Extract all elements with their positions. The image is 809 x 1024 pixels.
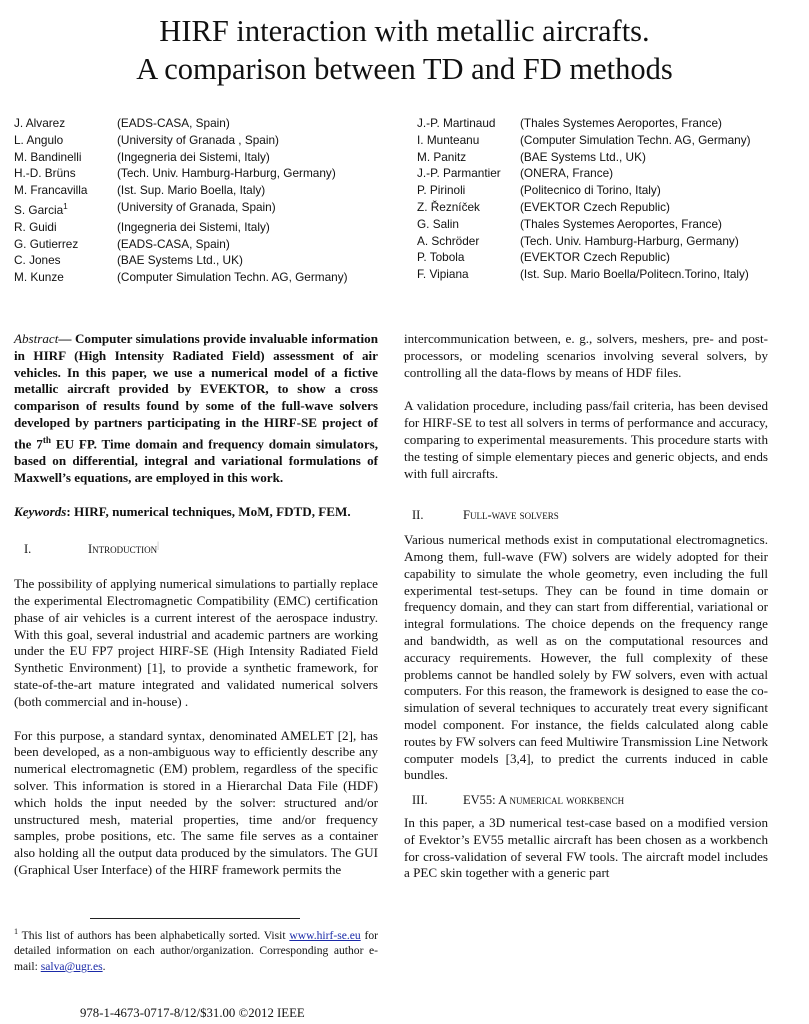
author-row xyxy=(417,266,802,283)
author-affiliation: (BAE Systems Ltd., UK) xyxy=(117,253,243,268)
author-name: M. Kunze xyxy=(14,270,64,285)
author-name: G. Gutierrez xyxy=(14,236,79,251)
abstract xyxy=(14,331,378,487)
abstract-label: Abstract xyxy=(14,331,59,346)
author-affiliation: (University of Granada , Spain) xyxy=(117,132,279,147)
intro-paragraph-3: intercommunication between, e. g., solvers, meshers, pre- and post-processors, or modeling scenarios involving several solvers, by controlling all the data-flows by means of HDF files. xyxy=(404,331,768,380)
author-row xyxy=(417,233,802,250)
author-affiliation: (EVEKTOR Czech Republic) xyxy=(520,250,670,265)
author-affiliation: (Ingegneria dei Sistemi, Italy) xyxy=(117,149,270,164)
author-affiliation: (ONERA, France) xyxy=(520,166,614,181)
author-name: G. Salin xyxy=(417,216,459,231)
footnote-text: for detailed information on each author/organization. Corresponding author e-mail: xyxy=(14,928,378,973)
footnote xyxy=(14,924,378,974)
section-title: Full-wave solvers xyxy=(463,508,559,523)
section-heading-full-wave-solvers xyxy=(404,507,768,524)
section-heading-ev55 xyxy=(404,792,768,809)
section-marker: | xyxy=(157,540,159,551)
author-row xyxy=(14,219,394,236)
hirf-se-link[interactable]: www.hirf-se.eu xyxy=(289,928,361,942)
author-affiliation: (Thales Systemes Aeroportes, France) xyxy=(520,116,722,130)
footnote-text: This list of authors has been alphabetically sorted. Visit xyxy=(18,928,290,942)
author-affiliation: (Thales Systemes Aeroportes, France) xyxy=(520,216,722,231)
author-name: L. Angulo xyxy=(14,132,64,147)
author-list-left xyxy=(14,115,394,286)
author-affiliation: (Tech. Univ. Hamburg-Harburg, Germany) xyxy=(520,233,739,248)
author-row xyxy=(14,149,394,166)
author-name: J.-P. Parmantier xyxy=(417,166,501,181)
author-affiliation: (Ingegneria dei Sistemi, Italy) xyxy=(117,219,270,234)
author-name: J.-P. Martinaud xyxy=(417,116,496,130)
section-title: Introduction xyxy=(88,542,158,557)
author-row xyxy=(417,249,802,266)
author-row xyxy=(417,216,802,233)
author-affiliation: (Politecnico di Torino, Italy) xyxy=(520,183,661,198)
title-line-1: HIRF interaction with metallic aircrafts. xyxy=(159,14,650,48)
abstract-dash: — xyxy=(58,331,75,346)
right-column xyxy=(404,331,768,899)
author-name: Z. Řezníček xyxy=(417,199,480,214)
author-row xyxy=(417,132,802,149)
author-name: P. Pirinoli xyxy=(417,183,466,198)
ev55-paragraph: In this paper, a 3D numerical test-case based on a modified version of Evektor’s EV55 metallic aircraft has been chosen as a workbench for cross-validation of several FW tools. The aircraft model includes a PEC skin together with a generic part xyxy=(404,814,768,881)
author-affiliation: (EVEKTOR Czech Republic) xyxy=(520,199,670,214)
keywords-label: Keywords xyxy=(14,503,67,519)
author-name: P. Tobola xyxy=(417,250,465,265)
author-row xyxy=(417,182,802,199)
author-row xyxy=(417,199,802,216)
footnote-marker: 1 xyxy=(14,927,19,936)
copyright-footer: 978-1-4673-0717-8/12/$31.00 ©2012 IEEE xyxy=(80,1006,305,1020)
keywords xyxy=(14,504,378,521)
author-affiliation: (University of Granada, Spain) xyxy=(117,199,276,214)
author-affiliation: (Computer Simulation Techn. AG, Germany) xyxy=(520,132,751,147)
author-row xyxy=(14,199,394,219)
author-row xyxy=(417,115,802,132)
section-number: II. xyxy=(412,508,424,523)
author-name: S. Garcia xyxy=(14,202,64,217)
section-heading-introduction xyxy=(14,537,378,558)
section-number: I. xyxy=(24,542,32,557)
abstract-text: Computer simulations provide invaluable information in HIRF (High Intensity Radiated Field) assessment of air vehicles. In this paper, we use a numerical model of a fictive metallic aircraft provided by EVEKTOR, to show a cross comparison of results found by some of the full-wave solvers developed by partners participating in the HIRF-SE project of the 7 xyxy=(14,331,378,452)
author-affiliation: (EADS-CASA, Spain) xyxy=(117,236,230,251)
footnote-marker: 1 xyxy=(63,201,68,211)
keywords-text: : HIRF, numerical techniques, MoM, FDTD, FEM. xyxy=(66,503,351,519)
author-name: A. Schröder xyxy=(417,233,480,248)
author-row xyxy=(14,182,394,199)
author-row xyxy=(14,132,394,149)
section-number: III. xyxy=(412,793,428,808)
author-name: H.-D. Brüns xyxy=(14,166,76,181)
section-title: EV55: A numerical workbench xyxy=(463,793,625,808)
intro-paragraph-4: A validation procedure, including pass/fail criteria, has been devised for HIRF-SE to test all solvers in terms of performance and accuracy, comparing to experimental measurements. This procedure starts with the testing of simple elementary pieces and generic objects, and ends with full aircrafts. xyxy=(404,398,768,481)
paper-title xyxy=(0,12,809,88)
author-name: C. Jones xyxy=(14,253,61,268)
author-name: J. Alvarez xyxy=(14,116,66,130)
footnote-text: . xyxy=(102,959,106,973)
author-name: M. Francavilla xyxy=(14,183,88,198)
full-wave-paragraph: Various numerical methods exist in computational electromagnetics. Among them, full-wave (FW) solvers are widely adopted for their capability to simulate the whole geometry, even including the full experimental test-setups. They can be found in time domain or frequency domain, and they can start from differential, variational or integral formulations. The choice depends on the frequency range and bandwidth, as well as on the computational resources and accuracy requirements. However, the full complexity of these problems cannot be handled solely by FW solvers, even with actual computers. For this reason, the framework is designed to ease the co-simulation of several techniques to accurately treat every significant model component. For instance, the fields calculated along cable routes by FW solvers can feed Multiwire Transmission Line Network computer models [3,4], to predict the currents induced in cable bundles. xyxy=(404,532,768,783)
author-name-corresponding xyxy=(14,199,117,219)
author-name: R. Guidi xyxy=(14,219,57,234)
author-name: M. Panitz xyxy=(417,149,467,164)
footnote-divider xyxy=(90,918,300,919)
intro-paragraph-2: For this purpose, a standard syntax, denominated AMELET [2], has been developed, as a non-ambiguous way to efficiently describe any numerical electromagnetic (EM) problem, regardless of the specific solver. This information is stored in a Hierarchal Data File (HDF) which holds the input needed by the solver: structured and/or unstructured mesh, material properties, time and/or frequency samples, probe positions, etc. The same file serves as a container also holding all the output data produced by the simulators. The GUI (Graphical User Interface) of the HIRF framework permits the xyxy=(14,727,378,878)
author-name: F. Vipiana xyxy=(417,267,469,282)
author-affiliation: (Computer Simulation Techn. AG, Germany) xyxy=(117,270,348,285)
author-affiliation: (BAE Systems Ltd., UK) xyxy=(520,149,646,164)
author-row xyxy=(14,252,394,269)
abstract-superscript: th xyxy=(42,434,51,445)
author-affiliation: (Ist. Sup. Mario Boella, Italy) xyxy=(117,183,266,198)
author-row xyxy=(14,165,394,182)
author-affiliation: (Ist. Sup. Mario Boella/Politecn.Torino, Italy) xyxy=(520,267,749,282)
title-line-2: A comparison between TD and FD methods xyxy=(136,52,673,86)
author-row xyxy=(14,236,394,253)
author-affiliation: (EADS-CASA, Spain) xyxy=(117,116,230,130)
author-row xyxy=(417,165,802,182)
author-list-right xyxy=(417,115,802,283)
left-column xyxy=(14,331,378,896)
intro-paragraph-1: The possibility of applying numerical simulations to partially replace the experimental Electromagnetic Compatibility (EMC) certification phase of air vehicles is a current interest of the aerospace industry. With this goal, several industrial and academic partners are working under the EU FP7 project HIRF-SE (High Intensity Radiated Field Synthetic Environment) [1], to provide a synthetic framework, for state-of-the-art mature integrated and validated numerical solvers (both commercial and in-house) . xyxy=(14,576,378,709)
author-row xyxy=(14,115,394,132)
email-link[interactable]: salva@ugr.es xyxy=(40,959,103,973)
author-name: M. Bandinelli xyxy=(14,149,82,164)
author-name: I. Munteanu xyxy=(417,132,480,147)
author-row xyxy=(14,269,394,286)
author-row xyxy=(417,149,802,166)
author-affiliation: (Tech. Univ. Hamburg-Harburg, Germany) xyxy=(117,166,336,181)
abstract-text-end: EU FP. Time domain and frequency domain simulators, based on differential, integral and variational formulations of Maxwell’s equations, are employed in this work. xyxy=(14,436,378,485)
